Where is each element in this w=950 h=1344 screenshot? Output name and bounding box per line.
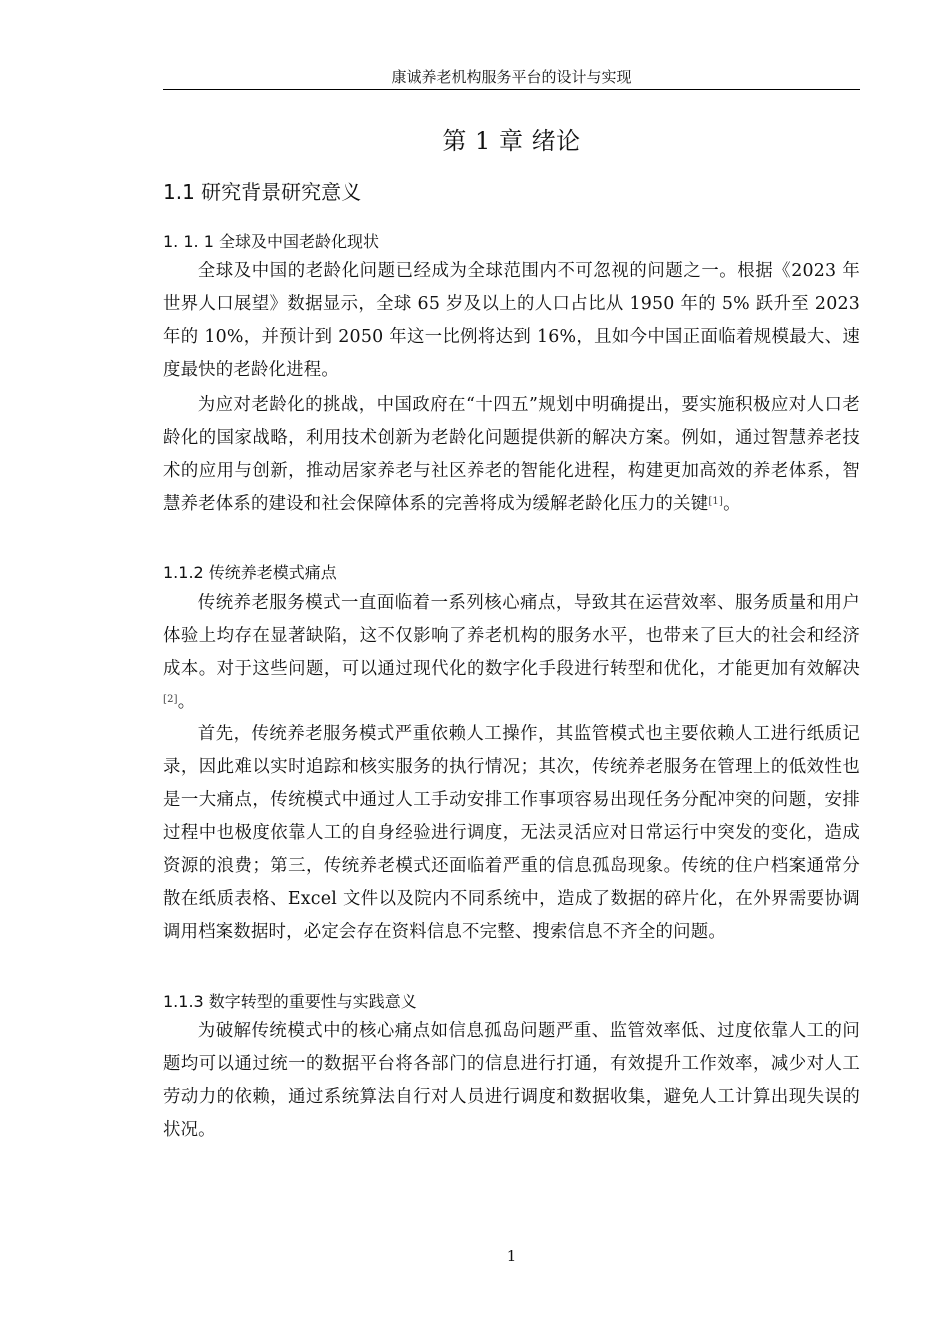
paragraph-end: 。 <box>723 494 741 514</box>
citation-ref: [2] <box>163 694 178 705</box>
paragraph-aging-status: 全球及中国的老龄化问题已经成为全球范围内不可忽视的问题之一。根据《2023 年世界人口展望》数据显示，全球 65 岁及以上的人口占比从 1950 年的 5% 跃升至 2023 年的 10%，并预计到 2050 年这一比例将达到 16%，且如今中国正面临着规模最大、速度最快的老龄化进程。 <box>163 261 860 380</box>
running-header: 康诚养老机构服务平台的设计与实现 <box>391 68 632 86</box>
section-heading: 1.1 研究背景研究意义 <box>163 180 362 204</box>
header-divider <box>163 89 860 90</box>
paragraph-digital-transformation: 为破解传统模式中的核心痛点如信息孤岛问题严重、监管效率低、过度依靠人工的问题均可以通过统一的数据平台将各部门的信息进行打通，有效提升工作效率，减少对人工劳动力的依赖，通过系统算法自行对人员进行调度和数据收集，避免人工计算出现失误的状况。 <box>163 1021 860 1140</box>
paragraph-text: 为应对老龄化的挑战，中国政府在“十四五”规划中明确提出，要实施积极应对人口老龄化的国家战略，利用技术创新为老龄化问题提供新的解决方案。例如，通过智慧养老技术的应用与创新，推动居家养老与社区养老的智能化进程，构建更加高效的养老体系，智慧养老体系的建设和社会保障体系的完善将成为缓解老龄化压力的关键 <box>163 395 860 514</box>
page-number: 1 <box>506 1247 517 1265</box>
subsection-heading-1-1-3: 1.1.3 数字转型的重要性与实践意义 <box>163 992 417 1011</box>
paragraph-text: 传统养老服务模式一直面临着一系列核心痛点，导致其在运营效率、服务质量和用户体验上均存在显著缺陷，这不仅影响了养老机构的服务水平，也带来了巨大的社会和经济成本。对于这些问题，可以通过现代化的数字化手段进行转型和优化，才能更加有效解决 <box>163 593 860 679</box>
chapter-title: 第 1 章 绪论 <box>442 127 581 155</box>
citation-ref: [1] <box>708 496 724 507</box>
paragraph-policy-response <box>163 389 860 521</box>
paragraph-end: 。 <box>177 692 196 712</box>
paragraph-pain-details: 首先，传统养老服务模式严重依赖人工操作，其监管模式也主要依赖人工进行纸质记录，因此难以实时追踪和核实服务的执行情况；其次，传统养老服务在管理上的低效性也是一大痛点，传统模式中通过人工手动安排工作事项容易出现任务分配冲突的问题，安排过程中也极度依靠人工的自身经验进行调度，无法灵活应对日常运行中突发的变化，造成资源的浪费；第三，传统养老模式还面临着严重的信息孤岛现象。传统的住户档案通常分散在纸质表格、Excel 文件以及院内不同系统中，造成了数据的碎片化，在外界需要协调调用档案数据时，必定会存在资料信息不完整、搜索信息不齐全的问题。 <box>163 724 860 942</box>
subsection-heading-1-1-1: 1. 1. 1 全球及中国老龄化现状 <box>163 232 379 251</box>
paragraph-pain-points <box>163 587 860 719</box>
subsection-heading-1-1-2: 1.1.2 传统养老模式痛点 <box>163 563 337 582</box>
